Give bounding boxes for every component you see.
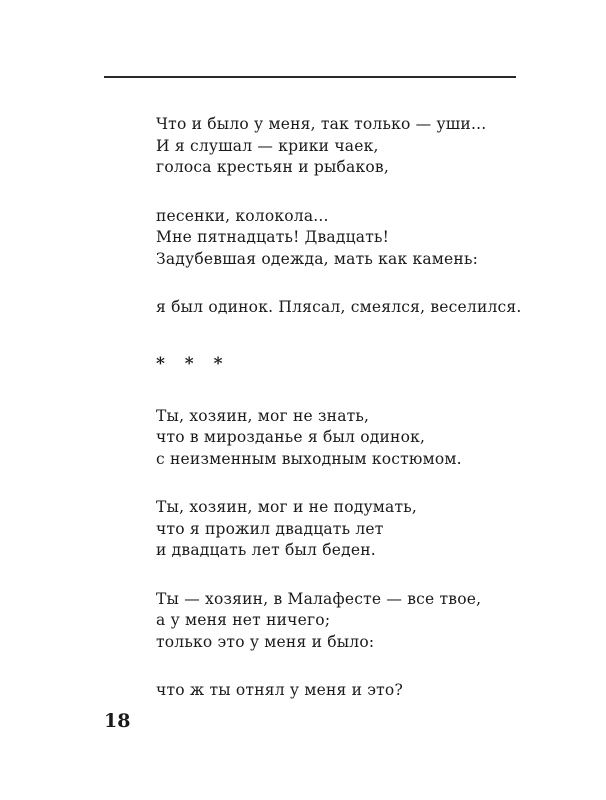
stanza-4 — [156, 406, 576, 471]
stanza-2 — [156, 206, 576, 271]
stanza-3 — [156, 297, 576, 319]
poem-line: Ты, хозяин, мог и не подумать, — [156, 498, 418, 516]
page-number: 18 — [104, 710, 131, 732]
header-rule — [104, 76, 516, 78]
poem-line: только это у меня и было: — [156, 632, 375, 651]
stanza-1 — [156, 114, 576, 179]
poem-line: и двадцать лет был беден. — [156, 541, 376, 559]
poem-line: я был одинок. Плясал, смеялся, веселился. — [156, 298, 522, 316]
poem-line: Задубевшая одежда, мать как камень: — [156, 249, 479, 268]
poem-line: а у меня нет ничего; — [156, 611, 331, 629]
poem-line: с неизменным выходным костюмом. — [156, 449, 462, 468]
poem-line: И я слушал — крики чаек, — [156, 136, 379, 155]
poem-line: что ж ты отнял у меня и это? — [156, 681, 403, 699]
poem-line: что я прожил двадцать лет — [156, 519, 384, 538]
poem-line: Ты — хозяин, в Малафесте — все твое, — [156, 589, 482, 608]
section-separator: * * * — [156, 353, 230, 374]
poem-line: Что и было у меня, так только — уши... — [156, 115, 487, 133]
poem-line: что в мирозданье я был одинок, — [156, 428, 426, 446]
stanza-7 — [156, 680, 576, 702]
poem-line: голоса крестьян и рыбаков, — [156, 158, 389, 176]
poem-body — [156, 114, 576, 702]
stanza-5 — [156, 497, 576, 562]
poem-line: Мне пятнадцать! Двадцать! — [156, 228, 390, 246]
stanza-6 — [156, 589, 576, 654]
poem-line: Ты, хозяин, мог не знать, — [156, 406, 370, 425]
poem-line: песенки, колокола... — [156, 206, 329, 225]
